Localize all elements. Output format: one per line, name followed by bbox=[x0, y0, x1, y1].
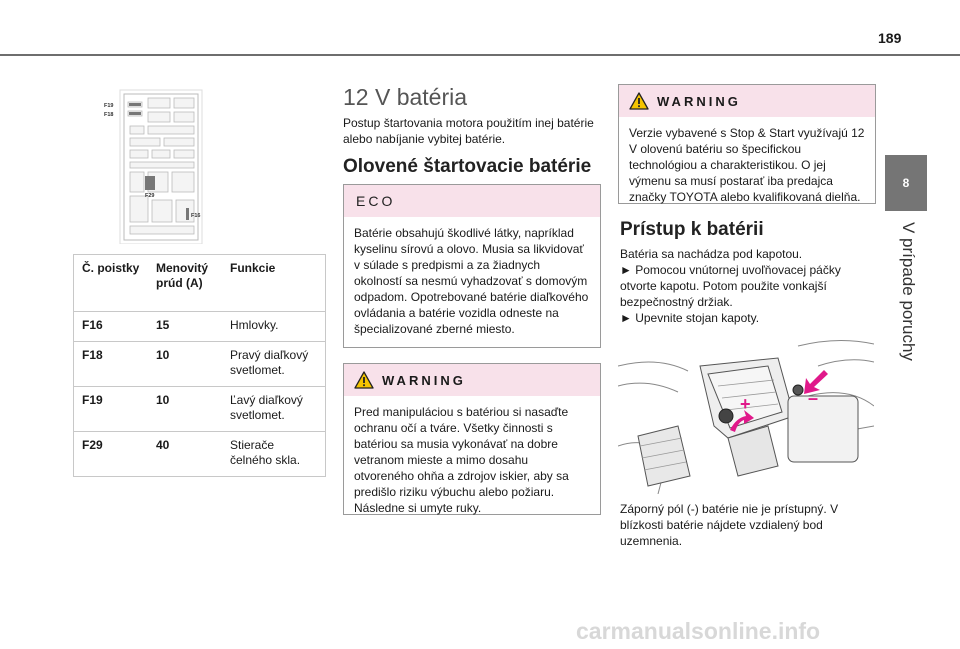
fuse-label-f19: F19 bbox=[104, 103, 114, 109]
warning-triangle-icon bbox=[629, 92, 649, 110]
warning-box-header bbox=[344, 364, 600, 396]
chapter-title bbox=[878, 222, 938, 372]
access-text: Batéria sa nachádza pod kapotou. bbox=[620, 247, 803, 261]
access-step: ► Pomocou vnútornej uvoľňovacej páčky otvorte kapotu. Potom použite vonkajší bezpečnostný držiak. bbox=[620, 263, 841, 309]
watermark: carmanualsonline.info bbox=[576, 618, 821, 644]
fuse-number: F16 bbox=[74, 312, 149, 342]
access-title: Prístup k batérii bbox=[620, 219, 764, 240]
fuse-current: 10 bbox=[148, 387, 222, 432]
warning-box-stop-start bbox=[618, 84, 876, 204]
fuse-current: 10 bbox=[148, 342, 222, 387]
section-title: 12 V batéria bbox=[343, 84, 468, 110]
fuse-function: Ľavý diaľkový svetlomet. bbox=[222, 387, 326, 432]
warning-label: WARNING bbox=[657, 93, 741, 109]
col-rated-current: Menovitý prúd (A) bbox=[148, 255, 222, 312]
warning-triangle-icon bbox=[354, 371, 374, 389]
fuse-table-header bbox=[74, 255, 326, 312]
header-rule bbox=[0, 54, 960, 56]
section-intro: Postup štartovania motora použitím inej batérie alebo nabíjanie vybitej batérie. bbox=[343, 116, 594, 146]
fuse-label-f18: F18 bbox=[104, 112, 114, 118]
negative-terminal-symbol: – bbox=[808, 388, 819, 408]
table-row bbox=[74, 342, 326, 387]
warning-box-header bbox=[619, 85, 875, 117]
eco-box bbox=[343, 184, 601, 348]
warning-box-text: Pred manipuláciou s batériou si nasaďte ochranu očí a tváre. Všetky činnosti s batériou sa musia vykonávať na dobre vetranom mieste a mimo dosahu otvoreného ohňa a zdrojov iskier, aby sa predišlo riziku výbuchu alebo požiaru. Následne si umyte ruky. bbox=[354, 405, 569, 515]
fuse-label-f16: F16 bbox=[191, 213, 201, 219]
col-fuse-number: Č. poistky bbox=[74, 255, 149, 312]
fuse-function: Hmlovky. bbox=[222, 312, 326, 342]
table-row bbox=[74, 432, 326, 477]
table-row bbox=[74, 387, 326, 432]
page-number: 189 bbox=[878, 30, 902, 46]
access-step: ► Upevnite stojan kapoty. bbox=[620, 311, 760, 325]
fuse-box-diagram bbox=[100, 82, 212, 244]
warning-box-handling bbox=[343, 363, 601, 515]
fuse-current: 15 bbox=[148, 312, 222, 342]
eco-box-text: Batérie obsahujú škodlivé látky, napríklad kyselinu sírovú a olovo. Musia sa likvidovať v súlade s predpismi a za žiadnych okolností sa nesmú vyhadzovať s domovým odpadom. Opotrebované batérie diaľkového ovládania a batérie vozidla odneste na špecializované zberné miesto. bbox=[354, 226, 589, 336]
fuse-number: F29 bbox=[74, 432, 149, 477]
fuse-number: F18 bbox=[74, 342, 149, 387]
warning-label: WARNING bbox=[382, 372, 466, 388]
fuse-function: Pravý diaľkový svetlomet. bbox=[222, 342, 326, 387]
fuse-number: F19 bbox=[74, 387, 149, 432]
table-row bbox=[74, 312, 326, 342]
lead-acid-title: Olovené štartovacie batérie bbox=[343, 156, 592, 177]
fuse-function: Stierače čelného skla. bbox=[222, 432, 326, 477]
fuse-table-container bbox=[73, 254, 326, 477]
photo-caption: Záporný pól (-) batérie nie je prístupný. V blízkosti batérie nájdete vzdialený bod uzemnenia. bbox=[620, 502, 839, 548]
chapter-title-text: V prípade poruchy bbox=[899, 222, 918, 361]
chapter-tab[interactable]: 8 bbox=[885, 155, 927, 211]
fuse-label-f29: F29 bbox=[145, 193, 155, 199]
fuse-current: 40 bbox=[148, 432, 222, 477]
eco-box-header: ECO bbox=[344, 185, 600, 217]
fuse-table bbox=[73, 254, 326, 477]
col-functions: Funkcie bbox=[222, 255, 326, 312]
warning-box-text: Verzie vybavené s Stop & Start využívajú 12 V olovenú batériu so špecifickou technológiou a charakteristikou. O jej výmenu sa musí postarať iba predajca značky TOYOTA alebo kvalifikovaná dielňa. bbox=[629, 126, 865, 204]
battery-photo bbox=[618, 326, 874, 494]
access-instructions bbox=[620, 246, 876, 326]
positive-terminal-symbol: + bbox=[740, 394, 751, 414]
